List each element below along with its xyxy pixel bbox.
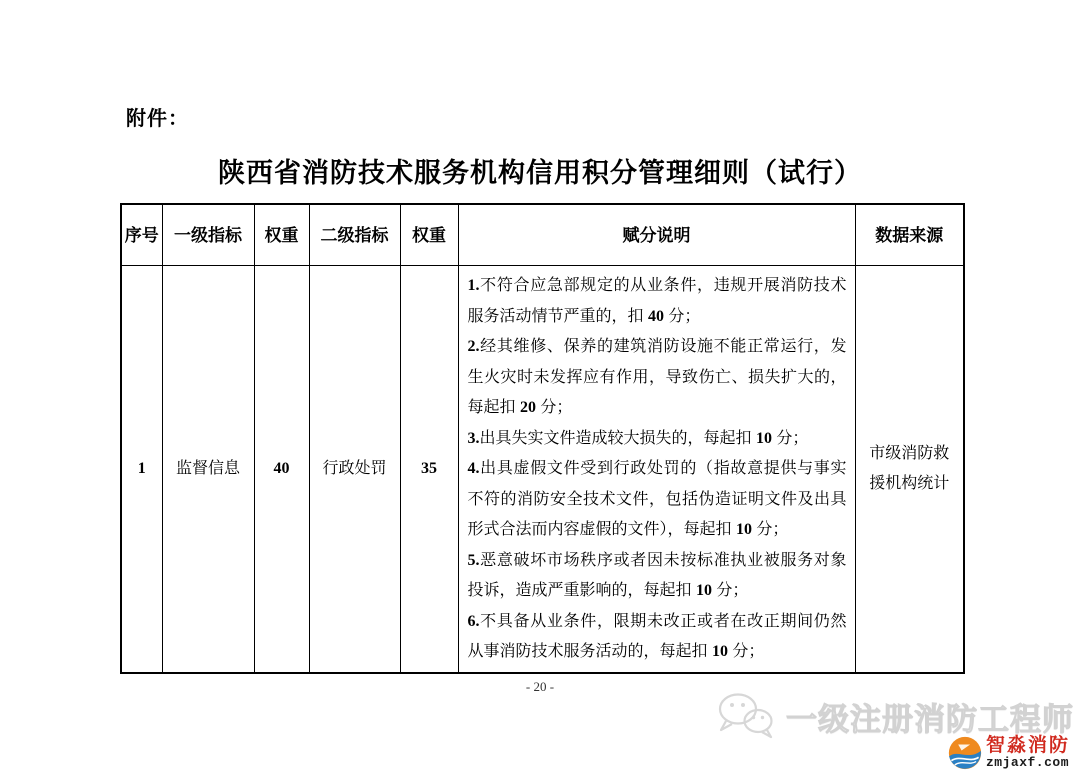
table-header-row — [121, 204, 964, 266]
cell-level2-indicator: 行政处罚 — [309, 266, 400, 673]
attachment-label: 附件： — [126, 108, 189, 130]
watermark-text: 一级注册消防工程师 — [786, 701, 1074, 737]
scoring-item: 5.恶意破坏市场秩序或者因未按标准执业被服务对象投诉，造成严重影响的，每起扣 10 分； — [467, 551, 847, 599]
cell-level1-indicator: 监督信息 — [162, 266, 254, 673]
col-header-weight2: 权重 — [400, 204, 458, 266]
scoring-item: 3.出具失实文件造成较大损失的，每起扣 10 分； — [467, 429, 809, 447]
cell-serial: 1 — [121, 266, 162, 673]
cell-data-source: 市级消防救援机构统计 — [855, 266, 964, 673]
scoring-item: 2.经其维修、保养的建筑消防设施不能正常运行，发生火灾时未发挥应有作用，导致伤亡、损失扩大的，每起扣 20 分； — [467, 338, 847, 416]
zhimiao-swirl-icon — [948, 736, 982, 770]
cell-level2-weight: 35 — [400, 266, 458, 673]
scoring-item: 1.不符合应急部规定的从业条件，违规开展消防技术服务活动情节严重的，扣 40 分； — [467, 277, 847, 325]
watermark — [718, 690, 1078, 770]
brand-name: 智淼消防 — [985, 735, 1070, 757]
col-header-serial: 序号 — [121, 204, 162, 266]
page-number: - 20 - — [525, 679, 555, 694]
wechat-icon — [713, 690, 781, 742]
table-row — [121, 266, 964, 673]
cell-scoring-description — [458, 266, 855, 673]
col-header-level2: 二级指标 — [309, 204, 400, 266]
col-header-weight1: 权重 — [254, 204, 309, 266]
col-header-data-source: 数据来源 — [855, 204, 964, 266]
col-header-level1: 一级指标 — [162, 204, 254, 266]
brand-url: zmjaxf.com — [985, 755, 1069, 770]
scoring-item: 6.不具备从业条件，限期未改正或者在改正期间仍然从事消防技术服务活动的，每起扣 10 分； — [467, 612, 847, 660]
cell-level1-weight: 40 — [254, 266, 309, 673]
page-title: 陕西省消防技术服务机构信用积分管理细则（试行） — [218, 158, 862, 188]
credit-score-table — [120, 203, 965, 674]
col-header-scoring: 赋分说明 — [458, 204, 855, 266]
scoring-item: 4.出具虚假文件受到行政处罚的（指故意提供与事实不符的消防安全技术文件，包括伪造证明文件及出具形式合法而内容虚假的文件），每起扣 10 分； — [467, 460, 847, 538]
brand-text-block — [986, 736, 1070, 770]
